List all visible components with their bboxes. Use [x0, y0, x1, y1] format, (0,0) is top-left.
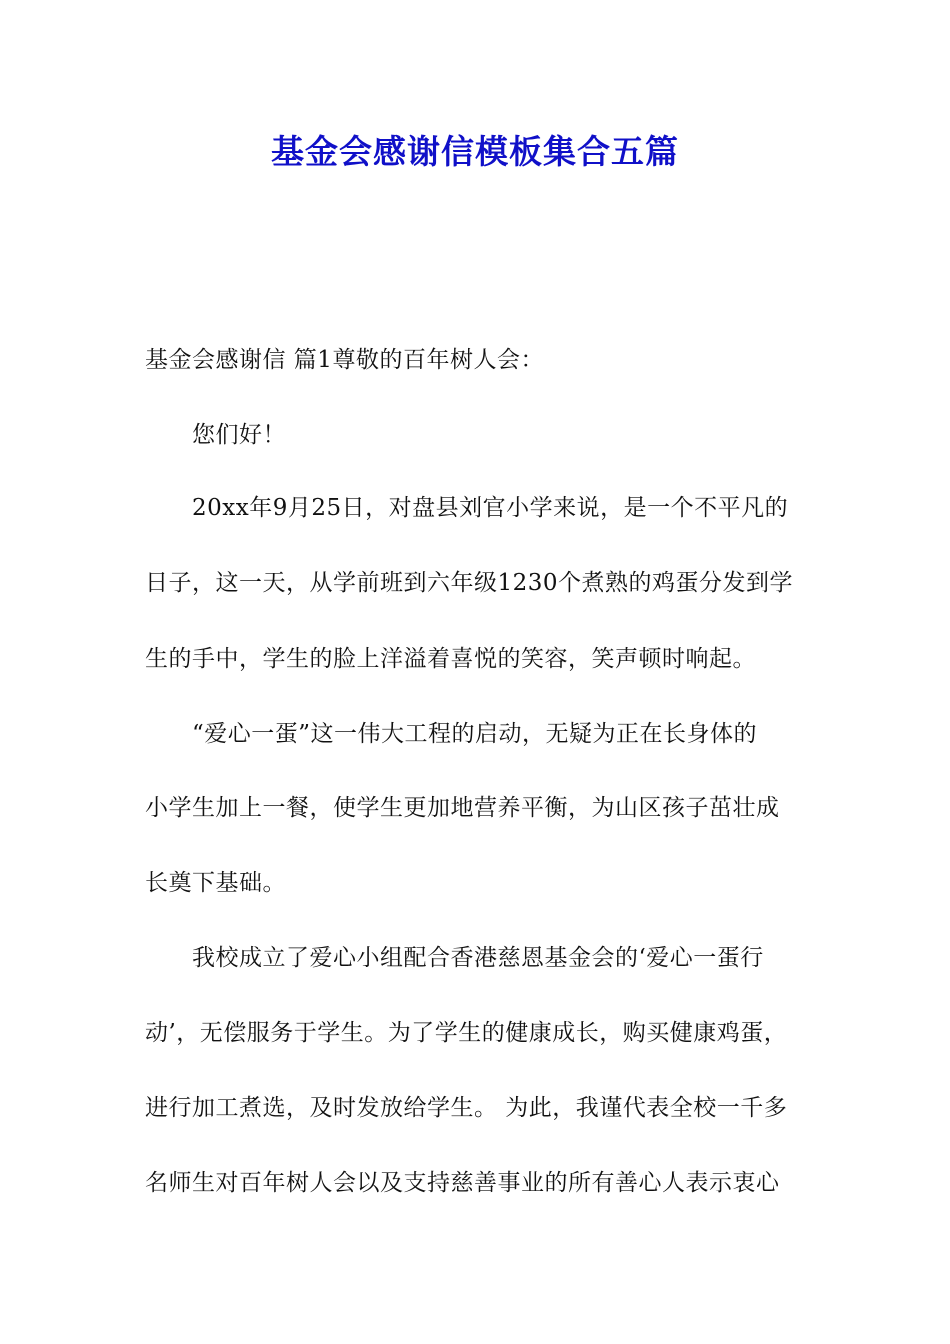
text-line: 长奠下基础。 [145, 870, 286, 896]
text-line: 日子，这一天，从学前班到六年级1230个煮熟的鸡蛋分发到学 [145, 570, 794, 596]
text-line: 我校成立了爱心小组配合香港慈恩基金会的‘爱心一蛋行 [192, 945, 764, 971]
text-line: 生的手中，学生的脸上洋溢着喜悦的笑容，笑声顿时响起。 [145, 646, 756, 672]
text-line: 进行加工煮选，及时发放给学生。 为此，我谨代表全校一千多 [145, 1095, 788, 1121]
text-line: 您们好！ [192, 422, 286, 448]
text-line: 基金会感谢信 篇1尊敬的百年树人会： [145, 347, 544, 373]
document-title: 基金会感谢信模板集合五篇 [271, 132, 679, 171]
text-line: 20xx年9月25日，对盘县刘官小学来说，是一个不平凡的 [192, 495, 789, 521]
text-line: “爱心一蛋”这一伟大工程的启动，无疑为正在长身体的 [192, 721, 758, 747]
text-line: 小学生加上一餐，使学生更加地营养平衡，为山区孩子茁壮成 [145, 795, 780, 821]
text-line: 动’，无偿服务于学生。为了学生的健康成长，购买健康鸡蛋， [145, 1020, 788, 1046]
text-line: 名师生对百年树人会以及支持慈善事业的所有善心人表示衷心 [145, 1170, 780, 1196]
